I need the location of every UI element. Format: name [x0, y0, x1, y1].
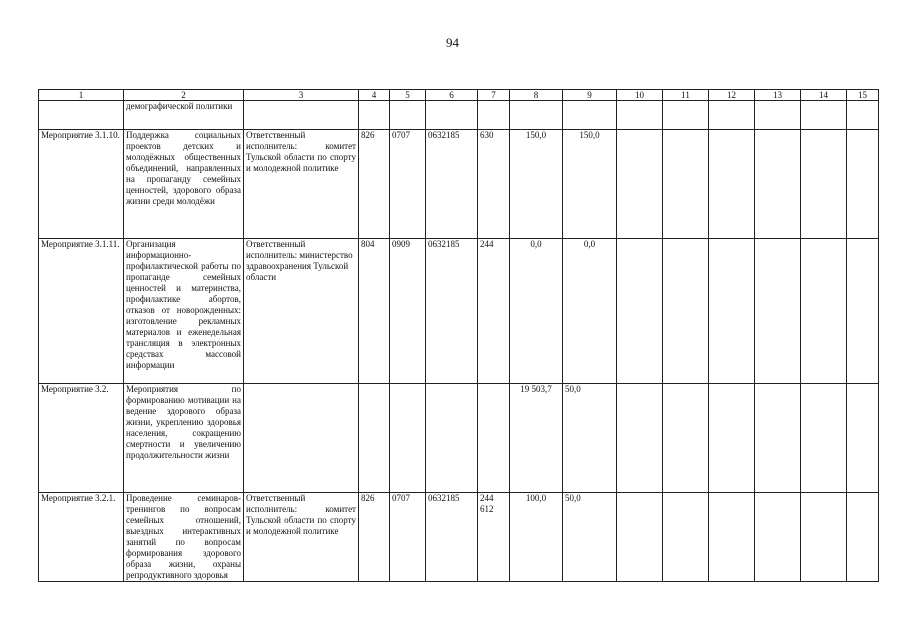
col-7-cell: 244	[478, 239, 510, 384]
empty-cell	[709, 130, 755, 239]
empty-cell	[847, 384, 879, 493]
empty-cell	[801, 384, 847, 493]
empty-cell	[617, 101, 663, 130]
column-header: 2	[124, 90, 244, 101]
col-6-cell: 0632185	[426, 130, 478, 239]
column-header: 8	[510, 90, 563, 101]
page-number: 94	[446, 35, 459, 50]
col-8-cell: 0,0	[510, 239, 563, 384]
col-9-cell: 50,0	[563, 384, 617, 493]
table-row	[39, 384, 879, 493]
col-7-cell: 630	[478, 130, 510, 239]
col-4-cell: 826	[359, 493, 390, 582]
col-9-cell: 150,0	[563, 130, 617, 239]
column-header: 11	[663, 90, 709, 101]
activity-code	[39, 101, 124, 130]
column-header: 12	[709, 90, 755, 101]
empty-cell	[801, 239, 847, 384]
responsible-executor: Ответственный исполнитель: министерство здравоохранения Тульской области	[244, 239, 359, 384]
empty-cell	[709, 239, 755, 384]
col-8-cell	[510, 101, 563, 130]
column-header: 5	[390, 90, 426, 101]
col-7-cell	[478, 384, 510, 493]
empty-cell	[709, 101, 755, 130]
table-row	[39, 130, 879, 239]
empty-cell	[755, 130, 801, 239]
activity-code: Мероприятие 3.1.11.	[39, 239, 124, 384]
empty-cell	[617, 130, 663, 239]
column-header: 7	[478, 90, 510, 101]
activity-code: Мероприятие 3.1.10.	[39, 130, 124, 239]
empty-cell	[709, 384, 755, 493]
program-table	[38, 89, 879, 582]
col-5-cell: 0707	[390, 493, 426, 582]
activity-description: Поддержка социальных проектов детских и молодёжных общественных объединений, направленных на пропаганду семейных ценностей, здорового образа жизни среди молодёжи	[124, 130, 244, 239]
col-4-cell: 804	[359, 239, 390, 384]
col-7-cell	[478, 101, 510, 130]
col-5-cell: 0909	[390, 239, 426, 384]
col-5-cell	[390, 384, 426, 493]
responsible-executor: Ответственный исполнитель: комитет Тульской области по спорту и молодежной политике	[244, 493, 359, 582]
column-header: 6	[426, 90, 478, 101]
table-row	[39, 101, 879, 130]
col-4-cell	[359, 101, 390, 130]
empty-cell	[709, 493, 755, 582]
column-header: 14	[801, 90, 847, 101]
empty-cell	[801, 101, 847, 130]
responsible-executor: Ответственный исполнитель: комитет Тульской области по спорту и молодежной политике	[244, 130, 359, 239]
column-header: 3	[244, 90, 359, 101]
col-4-cell: 826	[359, 130, 390, 239]
col-9-cell: 0,0	[563, 239, 617, 384]
empty-cell	[663, 384, 709, 493]
empty-cell	[663, 493, 709, 582]
table-row	[39, 493, 879, 582]
empty-cell	[801, 130, 847, 239]
table-row	[39, 239, 879, 384]
col-5-cell	[390, 101, 426, 130]
activity-description: Проведение семинаров-тренингов по вопросам семейных отношений, выездных интерактивных занятий по вопросам формирования здорового образа жизни, охраны репродуктивного здоровья	[124, 493, 244, 582]
responsible-executor	[244, 101, 359, 130]
empty-cell	[755, 493, 801, 582]
column-header: 9	[563, 90, 617, 101]
activity-description: демографической политики	[124, 101, 244, 130]
activity-code: Мероприятие 3.2.	[39, 384, 124, 493]
activity-description: Мероприятия по формированию мотивации на ведение здорового образа жизни, укреплению здоровья населения, сокращению смертности и увеличению продолжительности жизни	[124, 384, 244, 493]
empty-cell	[847, 130, 879, 239]
activity-code: Мероприятие 3.2.1.	[39, 493, 124, 582]
responsible-executor	[244, 384, 359, 493]
col-5-cell: 0707	[390, 130, 426, 239]
empty-cell	[663, 101, 709, 130]
column-header: 1	[39, 90, 124, 101]
col-6-cell	[426, 101, 478, 130]
col-9-cell: 50,0	[563, 493, 617, 582]
empty-cell	[755, 239, 801, 384]
empty-cell	[663, 239, 709, 384]
column-header: 10	[617, 90, 663, 101]
empty-cell	[847, 101, 879, 130]
col-8-cell: 150,0	[510, 130, 563, 239]
col-8-cell: 100,0	[510, 493, 563, 582]
empty-cell	[617, 384, 663, 493]
column-header: 4	[359, 90, 390, 101]
col-4-cell	[359, 384, 390, 493]
col-8-cell: 19 503,7	[510, 384, 563, 493]
activity-description: Организация информационно-профилактической работы по пропаганде семейных ценностей и материнства, профилактике абортов, отказов от новорожденных: изготовление рекламных материалов и еженедельная трансляция в электронных средствах массовой информации	[124, 239, 244, 384]
column-header: 13	[755, 90, 801, 101]
empty-cell	[801, 493, 847, 582]
empty-cell	[617, 493, 663, 582]
col-6-cell: 0632185	[426, 239, 478, 384]
col-9-cell	[563, 101, 617, 130]
column-header: 15	[847, 90, 879, 101]
empty-cell	[847, 493, 879, 582]
col-6-cell	[426, 384, 478, 493]
col-7-cell: 244 612	[478, 493, 510, 582]
empty-cell	[663, 130, 709, 239]
empty-cell	[755, 384, 801, 493]
empty-cell	[755, 101, 801, 130]
column-number-row	[39, 90, 879, 101]
empty-cell	[617, 239, 663, 384]
empty-cell	[847, 239, 879, 384]
col-6-cell: 0632185	[426, 493, 478, 582]
